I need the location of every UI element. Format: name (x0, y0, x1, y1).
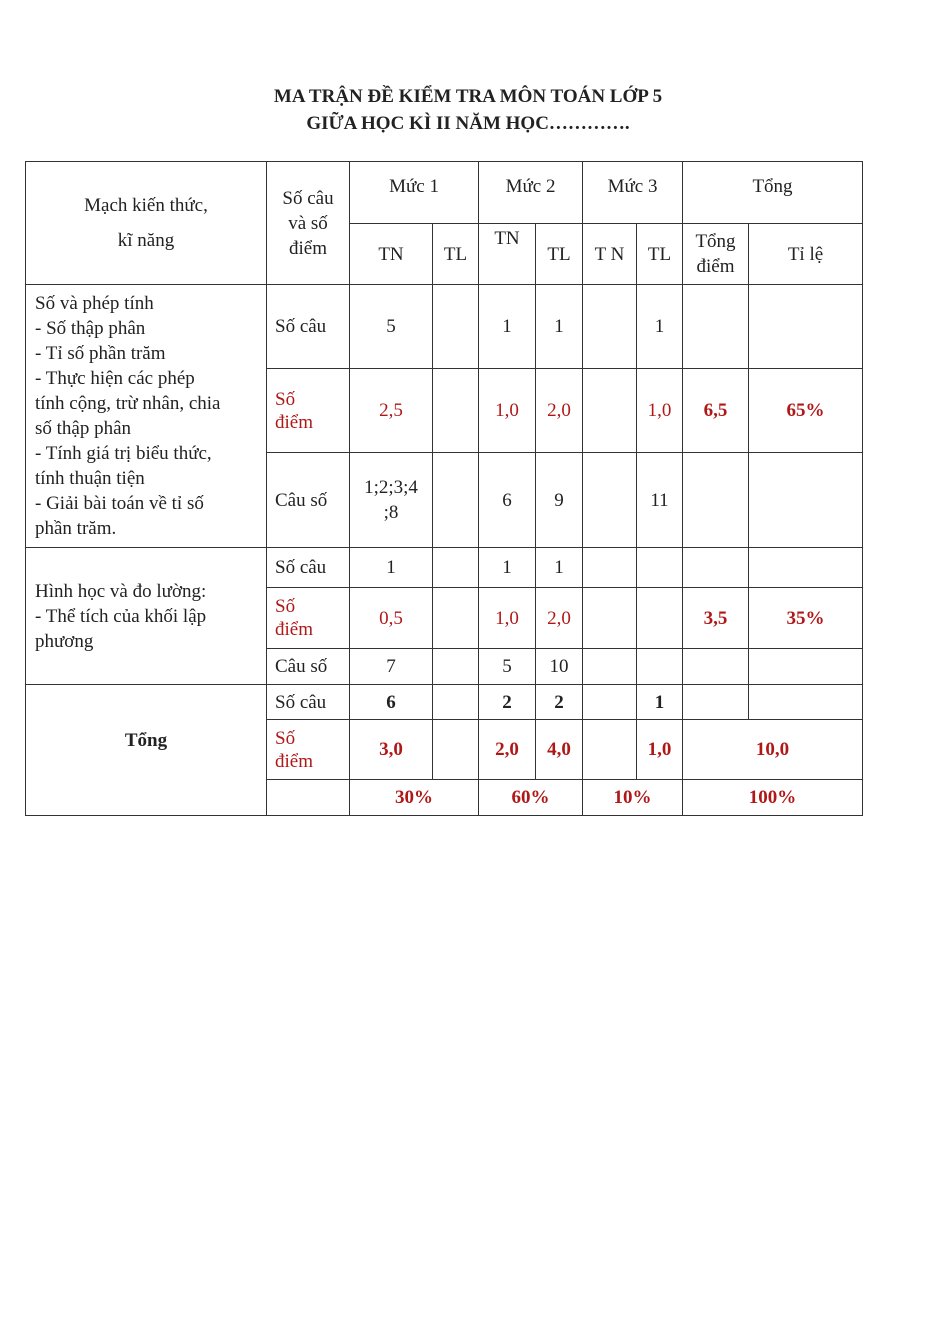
header-tong-diem-line1: Tổng (695, 231, 736, 252)
header-m1-tl: TL (433, 224, 479, 285)
total-label: Tổng (26, 685, 267, 816)
section1-line: tính cộng, trừ nhân, chia (35, 393, 221, 414)
label-cau-so: Câu số (267, 453, 350, 548)
total-diem-m3-tl: 1,0 (637, 720, 683, 780)
s2-causo-m2-tn: 5 (479, 649, 536, 685)
section1-line: - Giải bài toán về tỉ số (35, 493, 204, 514)
s1-diem-tong: 6,5 (683, 369, 749, 453)
label-so-diem (267, 369, 350, 453)
s2-socau-m3-tn (583, 548, 637, 588)
s1-causo-m1-tn-line1: 1;2;3;4 (364, 477, 418, 498)
total-diem-m1-tl (433, 720, 479, 780)
document-subtitle: GIỮA HỌC KÌ II NĂM HỌC…………. (306, 113, 630, 134)
s1-diem-m2-tl: 2,0 (536, 369, 583, 453)
s1-causo-tong (683, 453, 749, 548)
header-m3-tl: TL (637, 224, 683, 285)
s2-diem-tong: 3,5 (683, 588, 749, 649)
s2-diem-m1-tn: 0,5 (350, 588, 433, 649)
total-percent-m2: 60% (479, 780, 583, 816)
s2-socau-m1-tl (433, 548, 479, 588)
s1-diem-m2-tn: 1,0 (479, 369, 536, 453)
s2-causo-m3-tn (583, 649, 637, 685)
header-m1-tn: TN (350, 224, 433, 285)
header-count-line3: điểm (289, 237, 327, 259)
s1-socau-tong (683, 285, 749, 369)
header-tong: Tổng (683, 162, 863, 224)
total-diem-m2-tn: 2,0 (479, 720, 536, 780)
s2-socau-tong (683, 548, 749, 588)
total-socau-m2-tn: 2 (479, 685, 536, 720)
s2-diem-m1-tl (433, 588, 479, 649)
section1-skill (26, 285, 267, 548)
s2-causo-m1-tn: 7 (350, 649, 433, 685)
s2-socau-m2-tl: 1 (536, 548, 583, 588)
section1-line: số thập phân (35, 418, 132, 439)
total-socau-m1-tn: 6 (350, 685, 433, 720)
s2-causo-m1-tl (433, 649, 479, 685)
total-diem-m1-tn: 3,0 (350, 720, 433, 780)
s1-socau-m3-tn (583, 285, 637, 369)
s1-diem-m3-tn (583, 369, 637, 453)
header-muc3: Mức 3 (583, 162, 683, 224)
table-row (26, 285, 863, 369)
total-percent-label (267, 780, 350, 816)
s2-socau-tile (749, 548, 863, 588)
total-socau-m2-tl: 2 (536, 685, 583, 720)
label-so-cau: Số câu (267, 285, 350, 369)
s1-socau-m3-tl: 1 (637, 285, 683, 369)
header-count (267, 162, 350, 285)
label-so-diem (267, 588, 350, 649)
header-muc1: Mức 1 (350, 162, 479, 224)
header-m2-tn: TN (479, 224, 536, 285)
total-socau-m1-tl (433, 685, 479, 720)
s1-diem-tile: 65% (749, 369, 863, 453)
label-so-diem (267, 720, 350, 780)
s2-diem-m3-tn (583, 588, 637, 649)
s1-causo-m3-tl: 11 (637, 453, 683, 548)
s1-causo-m3-tn (583, 453, 637, 548)
header-tong-diem-line2: điểm (696, 256, 735, 277)
label-so-diem-line1: Số (275, 727, 296, 749)
document-title: MA TRẬN ĐỀ KIỂM TRA MÔN TOÁN LỚP 5 (273, 86, 663, 107)
s2-diem-m2-tl: 2,0 (536, 588, 583, 649)
s2-causo-tong (683, 649, 749, 685)
header-ti-le: Tỉ lệ (749, 224, 863, 285)
s2-causo-tile (749, 649, 863, 685)
total-socau-m3-tn (583, 685, 637, 720)
exam-matrix-table (25, 161, 863, 816)
table-row (26, 685, 863, 720)
s1-socau-m1-tl (433, 285, 479, 369)
s1-socau-m2-tl: 1 (536, 285, 583, 369)
section1-line: - Số thập phân (35, 318, 146, 339)
s1-causo-m1-tl (433, 453, 479, 548)
s1-causo-m1-tn-line2: ;8 (383, 502, 399, 523)
header-tong-diem (683, 224, 749, 285)
total-socau-tile (749, 685, 863, 720)
section2-line: - Thể tích của khối lập (35, 605, 207, 627)
section2-skill (26, 548, 267, 685)
label-so-cau: Số câu (267, 685, 350, 720)
total-socau-tong (683, 685, 749, 720)
s1-diem-m3-tl: 1,0 (637, 369, 683, 453)
label-so-diem-line2: điểm (275, 750, 313, 772)
s2-diem-m3-tl (637, 588, 683, 649)
s2-socau-m1-tn: 1 (350, 548, 433, 588)
section1-line: phần trăm. (35, 518, 117, 539)
header-count-line2: và số (288, 212, 328, 234)
total-diem-tong: 10,0 (683, 720, 863, 780)
header-row-levels (26, 162, 863, 224)
s1-socau-m2-tn: 1 (479, 285, 536, 369)
header-m2-tl: TL (536, 224, 583, 285)
label-so-diem-line1: Số (275, 596, 296, 617)
label-so-diem-line2: điểm (275, 619, 313, 640)
section2-line: Hình học và đo lường: (35, 580, 207, 602)
header-muc2: Mức 2 (479, 162, 583, 224)
s2-diem-tile: 35% (749, 588, 863, 649)
section1-line: tính thuận tiện (35, 468, 145, 489)
header-skill-line2: kĩ năng (117, 230, 175, 251)
s1-diem-m1-tn: 2,5 (350, 369, 433, 453)
header-count-line1: Số câu (282, 187, 334, 209)
table-row (26, 548, 863, 588)
label-cau-so: Câu số (267, 649, 350, 685)
section1-line: Số và phép tính (35, 293, 154, 314)
s1-diem-m1-tl (433, 369, 479, 453)
header-skill (26, 162, 267, 285)
section1-line: - Thực hiện các phép (35, 368, 195, 389)
total-percent-m3: 10% (583, 780, 683, 816)
label-so-diem-line2: điểm (275, 411, 313, 433)
total-diem-m3-tn (583, 720, 637, 780)
section2-line: phương (35, 630, 94, 652)
section1-line: - Tính giá trị biểu thức, (35, 443, 212, 464)
s1-causo-tile (749, 453, 863, 548)
total-percent-m1: 30% (350, 780, 479, 816)
total-percent-tong: 100% (683, 780, 863, 816)
s2-diem-m2-tn: 1,0 (479, 588, 536, 649)
header-skill-line1: Mạch kiến thức, (84, 195, 208, 216)
s1-causo-m2-tl: 9 (536, 453, 583, 548)
total-socau-m3-tl: 1 (637, 685, 683, 720)
label-so-cau: Số câu (267, 548, 350, 588)
s2-causo-m2-tl: 10 (536, 649, 583, 685)
section1-line: - Tỉ số phần trăm (35, 343, 166, 364)
s2-causo-m3-tl (637, 649, 683, 685)
s1-socau-m1-tn: 5 (350, 285, 433, 369)
s2-socau-m2-tn: 1 (479, 548, 536, 588)
label-so-diem-line1: Số (275, 388, 296, 410)
total-diem-m2-tl: 4,0 (536, 720, 583, 780)
s2-socau-m3-tl (637, 548, 683, 588)
header-m3-tn: T N (583, 224, 637, 285)
s1-causo-m2-tn: 6 (479, 453, 536, 548)
s1-socau-tile (749, 285, 863, 369)
s1-causo-m1-tn (350, 453, 433, 548)
